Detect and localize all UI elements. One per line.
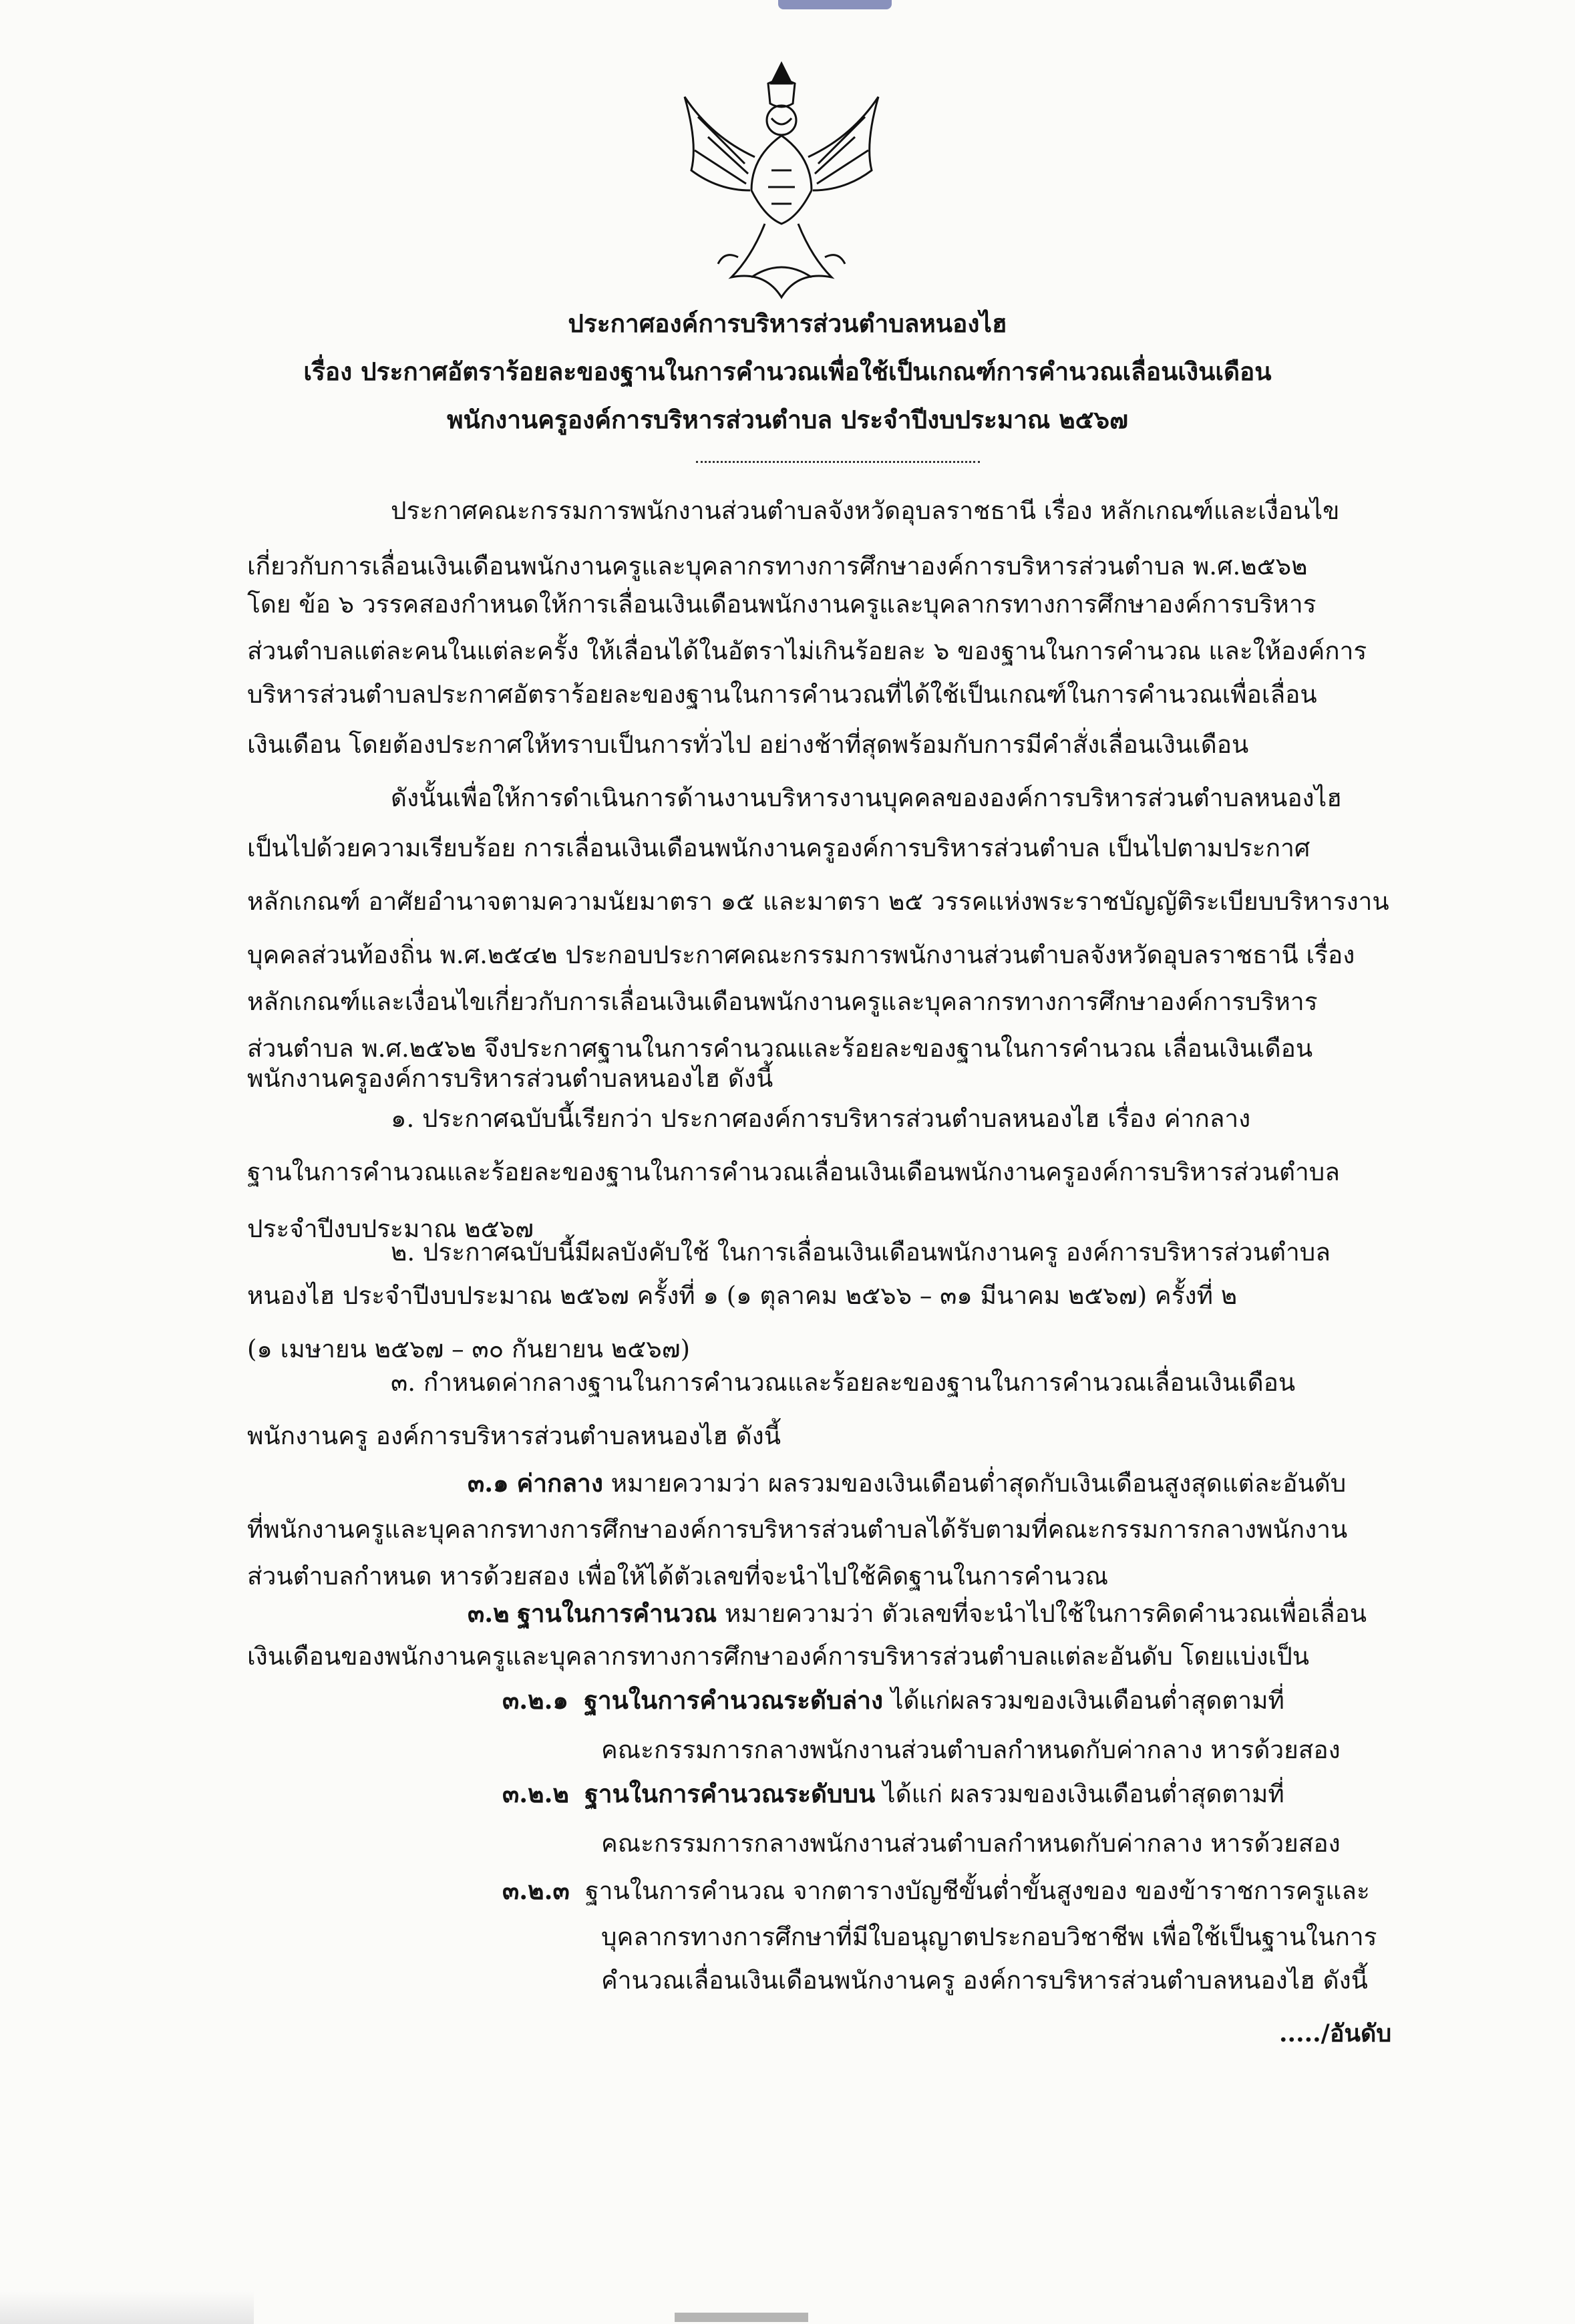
heading-line-3: พนักงานครูองค์การบริหารส่วนตำบล ประจำปีงบประมาณ ๒๕๖๗ bbox=[447, 405, 1128, 434]
item321-first-line bbox=[502, 1680, 1284, 1721]
item321-term: ฐานในการคำนวณระดับล่าง bbox=[584, 1685, 884, 1715]
item323-text: ฐานในการคำนวณ จากตารางบัญชีขั้นต่ำขั้นสูงของ ของข้าราชการครูและ bbox=[585, 1876, 1370, 1905]
item1-line: ประจำปีงบประมาณ ๒๕๖๗ bbox=[247, 1214, 534, 1243]
item322-text: ได้แก่ ผลรวมของเงินเดือนต่ำสุดตามที่ bbox=[883, 1780, 1284, 1808]
item322-term: ฐานในการคำนวณระดับบน bbox=[584, 1779, 876, 1808]
para2-line: บุคคลส่วนท้องถิ่น พ.ศ.๒๕๔๒ ประกอบประกาศคณะกรรมการพนักงานส่วนตำบลจังหวัดอุบลราชธานี เรื่อง bbox=[247, 941, 1355, 969]
item32-first-line bbox=[468, 1593, 1367, 1634]
item323-line: บุคลากรทางการศึกษาที่มีใบอนุญาตประกอบวิชาชีพ เพื่อใช้เป็นฐานในการ bbox=[601, 1923, 1377, 1951]
item31-first-line bbox=[468, 1463, 1346, 1504]
item31-text: หมายความว่า ผลรวมของเงินเดือนต่ำสุดกับเงินเดือนสูงสุดแต่ละอันดับ bbox=[610, 1469, 1347, 1498]
page-continuation: ...../อันดับ bbox=[1279, 2019, 1392, 2047]
para2-line: ส่วนตำบล พ.ศ.๒๕๖๒ จึงประกาศฐานในการคำนวณและร้อยละของฐานในการคำนวณ เลื่อนเงินเดือน bbox=[247, 1034, 1313, 1063]
heading-line-2: เรื่อง ประกาศอัตราร้อยละของฐานในการคำนวณเพื่อใช้เป็นเกณฑ์การคำนวณเลื่อนเงินเดือน bbox=[303, 357, 1272, 386]
para2-line: เป็นไปด้วยความเรียบร้อย การเลื่อนเงินเดือนพนักงานครูองค์การบริหารส่วนตำบล เป็นไปตามประกาศ bbox=[247, 834, 1310, 862]
para1-line: ประกาศคณะกรรมการพนักงานส่วนตำบลจังหวัดอุบลราชธานี เรื่อง หลักเกณฑ์และเงื่อนไข bbox=[391, 496, 1340, 525]
item323-line: คำนวณเลื่อนเงินเดือนพนักงานครู องค์การบริหารส่วนตำบลหนองไฮ ดังนี้ bbox=[601, 1966, 1368, 1995]
para2-line: หลักเกณฑ์และเงื่อนไขเกี่ยวกับการเลื่อนเงินเดือนพนักงานครูและบุคลากรทางการศึกษาองค์การบริหาร bbox=[247, 987, 1318, 1016]
item1-line: ฐานในการคำนวณและร้อยละของฐานในการคำนวณเลื่อนเงินเดือนพนักงานครูองค์การบริหารส่วนตำบล bbox=[247, 1158, 1340, 1186]
item32-number: ๓.๒ bbox=[468, 1599, 510, 1628]
heading-line-1: ประกาศองค์การบริหารส่วนตำบลหนองไฮ bbox=[568, 309, 1007, 338]
bottom-edge-mark bbox=[675, 2313, 808, 2322]
para1-line: เกี่ยวกับการเลื่อนเงินเดือนพนักงานครูและบุคลากรทางการศึกษาองค์การบริหารส่วนตำบล พ.ศ.๒๕๖๒ bbox=[247, 552, 1308, 580]
para2-line: พนักงานครูองค์การบริหารส่วนตำบลหนองไฮ ดังนี้ bbox=[247, 1064, 773, 1093]
item31-line: ส่วนตำบลกำหนด หารด้วยสอง เพื่อให้ได้ตัวเลขที่จะนำไปใช้คิดฐานในการคำนวณ bbox=[247, 1562, 1109, 1591]
item322-first-line bbox=[502, 1774, 1284, 1814]
item323-number: ๓.๒.๓ bbox=[502, 1876, 570, 1905]
scan-edge-shadow bbox=[0, 2291, 254, 2324]
item322-number: ๓.๒.๒ bbox=[502, 1779, 569, 1808]
item31-line: ที่พนักงานครูและบุคลากรทางการศึกษาองค์การบริหารส่วนตำบลได้รับตามที่คณะกรรมการกลางพนักงาน bbox=[247, 1515, 1348, 1544]
para2-line: ดังนั้นเพื่อให้การดำเนินการด้านงานบริหารงานบุคคลขององค์การบริหารส่วนตำบลหนองไฮ bbox=[391, 784, 1342, 812]
announcement-heading bbox=[134, 299, 1441, 444]
item31-term: ค่ากลาง bbox=[516, 1468, 603, 1498]
item31-number: ๓.๑ bbox=[468, 1468, 509, 1498]
item2-line: ๒. ประกาศฉบับนี้มีผลบังคับใช้ ในการเลื่อนเงินเดือนพนักงานครู องค์การบริหารส่วนตำบล bbox=[391, 1238, 1331, 1267]
heading-divider bbox=[696, 461, 980, 463]
item32-line: เงินเดือนของพนักงานครูและบุคลากรทางการศึกษาองค์การบริหารส่วนตำบลแต่ละอันดับ โดยแบ่งเป็น bbox=[247, 1642, 1310, 1671]
item1-line: ๑. ประกาศฉบับนี้เรียกว่า ประกาศองค์การบริหารส่วนตำบลหนองไฮ เรื่อง ค่ากลาง bbox=[391, 1104, 1251, 1133]
item32-term: ฐานในการคำนวณ bbox=[517, 1599, 717, 1628]
item32-text: หมายความว่า ตัวเลขที่จะนำไปใช้ในการคิดคำนวณเพื่อเลื่อน bbox=[724, 1599, 1367, 1628]
item322-line: คณะกรรมการกลางพนักงานส่วนตำบลกำหนดกับค่ากลาง หารด้วยสอง bbox=[601, 1829, 1341, 1858]
para1-line: บริหารส่วนตำบลประกาศอัตราร้อยละของฐานในการคำนวณที่ได้ใช้เป็นเกณฑ์ในการคำนวณเพื่อเลื่อน bbox=[247, 680, 1317, 709]
top-edge-mark bbox=[778, 0, 892, 9]
para2-line: หลักเกณฑ์ อาศัยอำนาจตามความนัยมาตรา ๑๕ และมาตรา ๒๕ วรรคแห่งพระราชบัญญัติระเบียบบริหารงาน bbox=[247, 887, 1389, 916]
para1-line: เงินเดือน โดยต้องประกาศให้ทราบเป็นการทั่วไป อย่างช้าที่สุดพร้อมกับการมีคำสั่งเลื่อนเงินเดือน bbox=[247, 730, 1249, 759]
item2-line: (๑ เมษายน ๒๕๖๗ – ๓๐ กันยายน ๒๕๖๗) bbox=[247, 1335, 691, 1363]
item2-line: หนองไฮ ประจำปีงบประมาณ ๒๕๖๗ ครั้งที่ ๑ (๑ ตุลาคม ๒๕๖๖ – ๓๑ มีนาคม ๒๕๖๗) ครั้งที่ ๒ bbox=[247, 1281, 1238, 1310]
item3-line: ๓. กำหนดค่ากลางฐานในการคำนวณและร้อยละของฐานในการคำนวณเลื่อนเงินเดือน bbox=[391, 1368, 1296, 1397]
item3-line: พนักงานครู องค์การบริหารส่วนตำบลหนองไฮ ดังนี้ bbox=[247, 1422, 781, 1450]
item321-line: คณะกรรมการกลางพนักงานส่วนตำบลกำหนดกับค่ากลาง หารด้วยสอง bbox=[601, 1735, 1341, 1764]
item321-text: ได้แก่ผลรวมของเงินเดือนต่ำสุดตามที่ bbox=[890, 1686, 1284, 1715]
item321-number: ๓.๒.๑ bbox=[502, 1685, 568, 1715]
garuda-emblem-icon bbox=[671, 57, 892, 311]
para1-line: ส่วนตำบลแต่ละคนในแต่ละครั้ง ให้เลื่อนได้ในอัตราไม่เกินร้อยละ ๖ ของฐานในการคำนวณ และให้องค์การ bbox=[247, 637, 1367, 665]
para1-line: โดย ข้อ ๖ วรรคสองกำหนดให้การเลื่อนเงินเดือนพนักงานครูและบุคลากรทางการศึกษาองค์การบริหาร bbox=[247, 590, 1317, 619]
item323-first-line bbox=[502, 1870, 1370, 1911]
